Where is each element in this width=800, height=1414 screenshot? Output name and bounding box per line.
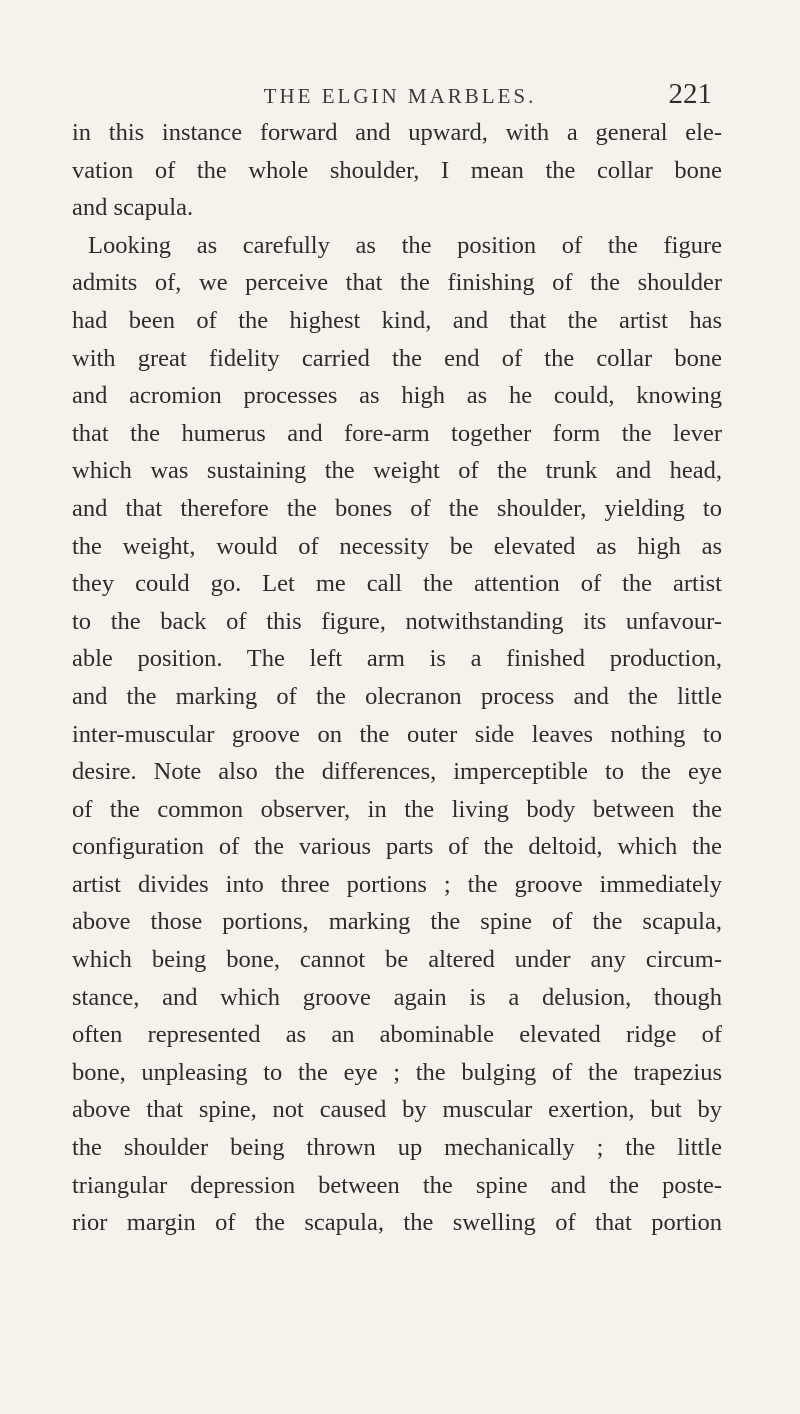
text-line: that the humerus and fore-arm together form the lever (72, 419, 722, 447)
text-line: of the common observer, in the living body between the (72, 795, 722, 823)
text-line: rior margin of the scapula, the swelling of that portion (72, 1209, 722, 1237)
text-line: bone, unpleasing to the eye ; the bulging of the trapezius (72, 1058, 722, 1086)
text-line: configuration of the various parts of the deltoid, which the (72, 833, 722, 861)
text-line: above those portions, marking the spine of the scapula, (72, 908, 722, 936)
page-number: 221 (668, 78, 712, 110)
text-line: in this instance forward and upward, with a general ele- (72, 119, 722, 146)
text-line: often represented as an abominable elevated ridge of (72, 1021, 722, 1049)
text-line: and that therefore the bones of the shoulder, yielding to (72, 494, 722, 522)
text-line: stance, and which groove again is a delusion, though (72, 983, 722, 1011)
text-line: the weight, would of necessity be elevated as high as (72, 532, 722, 560)
body-text (72, 114, 722, 1242)
text-line: and scapula. (72, 194, 194, 222)
text-line: Looking as carefully as the position of the figure (88, 231, 722, 259)
text-line: they could go. Let me call the attention of the artist (72, 570, 722, 598)
text-line: vation of the whole shoulder, I mean the collar bone (72, 156, 722, 184)
text-line: to the back of this figure, notwithstanding its unfavour- (72, 607, 722, 635)
text-line: artist divides into three portions ; the groove immediately (72, 870, 722, 898)
text-line: desire. Note also the differences, imperceptible to the eye (72, 758, 722, 786)
text-line: inter-muscular groove on the outer side leaves nothing to (72, 720, 722, 748)
text-line: which was sustaining the weight of the trunk and head, (72, 457, 722, 485)
text-line: with great fidelity carried the end of the collar bone (72, 344, 722, 372)
text-line: above that spine, not caused by muscular exertion, but by (72, 1096, 722, 1124)
text-line: and acromion processes as high as he could, knowing (72, 382, 722, 410)
text-line: triangular depression between the spine and the poste- (72, 1171, 722, 1199)
text-line: which being bone, cannot be altered under any circum- (72, 946, 722, 974)
text-line: the shoulder being thrown up mechanically ; the little (72, 1134, 722, 1162)
text-line: and the marking of the olecranon process and the little (72, 682, 722, 710)
text-line: admits of, we perceive that the finishing of the shoulder (72, 269, 722, 297)
text-line: had been of the highest kind, and that the artist has (72, 306, 722, 334)
text-line: able position. The left arm is a finished production, (72, 645, 722, 673)
running-title: THE ELGIN MARBLES. (263, 84, 537, 108)
